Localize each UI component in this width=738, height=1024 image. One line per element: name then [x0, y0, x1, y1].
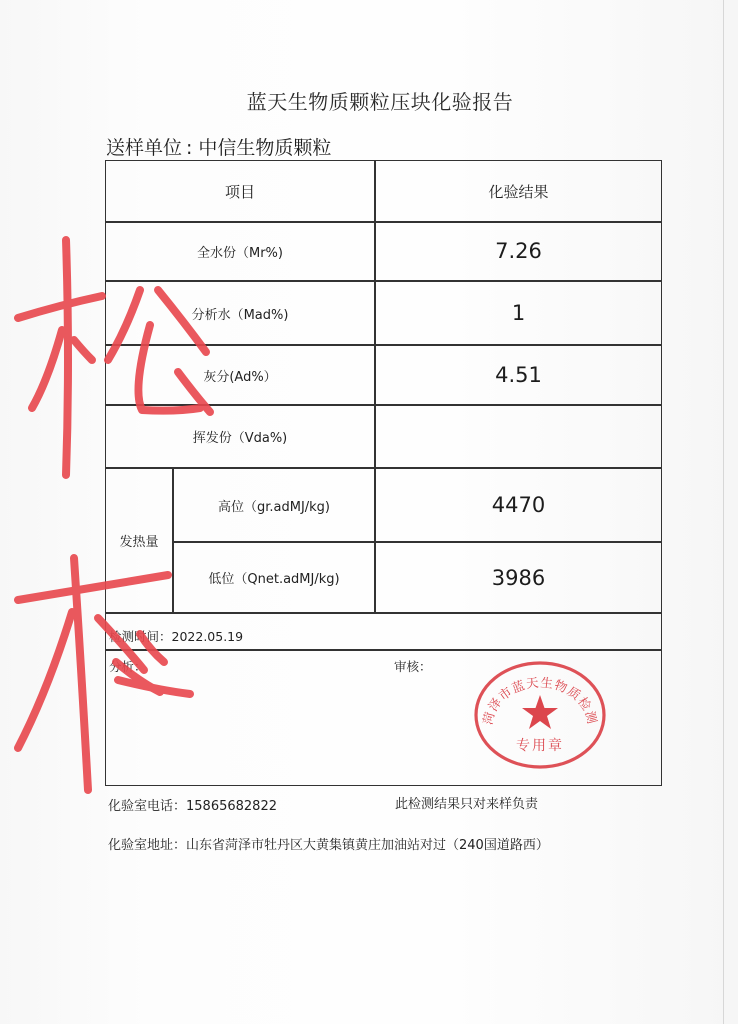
heat-row-value: 3986: [491, 565, 546, 590]
seal-star-icon: [522, 695, 558, 729]
analyst-label: 分析：: [109, 659, 147, 674]
lab-address: [108, 834, 549, 853]
lab-address-label: 化验室地址：: [108, 838, 187, 853]
row-label: 分析水（Mad%): [191, 307, 289, 323]
seal-ring-text: 菏泽市蓝天生物质检测: [479, 674, 601, 727]
row-value: 7.26: [495, 239, 542, 263]
heat-row-label: 低位（Qnet.adMJ/kg): [208, 572, 340, 587]
sender-label: 送样单位: [106, 137, 183, 159]
row-value: 1: [511, 301, 526, 325]
row-value: [376, 406, 661, 467]
heat-row-value: 4470: [491, 493, 546, 517]
header-item: 项目: [224, 182, 255, 201]
page-edge: [723, 0, 724, 1024]
sender-line: 送样单位 : 中信生物质颗粒: [106, 137, 332, 159]
lab-phone-value: 15865682822: [186, 799, 277, 814]
sender-value: 中信生物质颗粒: [198, 137, 332, 159]
report-title: 蓝天生物质颗粒压块化验报告: [246, 90, 514, 114]
seal-center-text: 专用章: [516, 738, 564, 754]
heat-group-label: 发热量: [119, 535, 159, 550]
disclaimer: 此检测结果只对来样负责: [395, 797, 539, 812]
row-label: 全水份（Mr%): [197, 245, 283, 261]
lab-phone-label: 化验室电话：: [108, 799, 187, 814]
reviewer-label: 审核：: [394, 659, 432, 674]
header-result: 化验结果: [488, 182, 549, 201]
row-label: 挥发份（Vda%): [192, 431, 288, 446]
heat-row-label: 高位（gr.adMJ/kg): [217, 499, 331, 515]
official-seal: [470, 655, 610, 770]
test-time: [109, 627, 243, 645]
test-time-value: 2022.05.19: [171, 629, 244, 644]
row-value: 4.51: [495, 363, 542, 387]
row-label: 灰分(Ad%）: [203, 369, 277, 385]
lab-address-value: 山东省菏泽市牡丹区大黄集镇黄庄加油站对过（240国道路西）: [186, 838, 549, 853]
test-time-label: 检测时间：: [109, 629, 172, 644]
lab-phone: [108, 795, 277, 814]
